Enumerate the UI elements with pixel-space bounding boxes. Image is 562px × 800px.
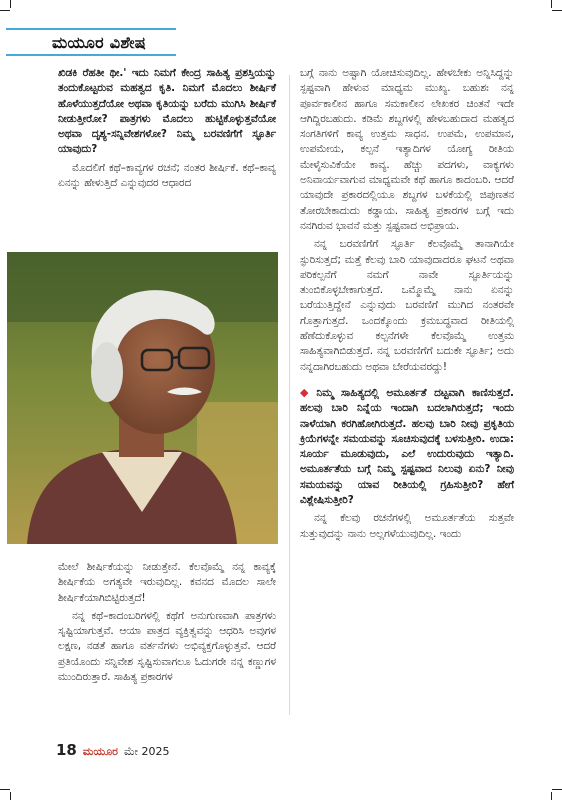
left-column-bottom: [58, 560, 276, 688]
paragraph: ಮೇಲೆ ಶೀರ್ಷಿಕೆಯನ್ನು ನೀಡುತ್ತೇನೆ. ಕೆಲವೊಮ್ಮೆ ನನ್ನ ಕಾವ್ಯಕ್ಕೆ ಶೀರ್ಷಿಕೆಯ ಅಗತ್ಯವೇ ಇರುವುದಿಲ್ಲ. ಕವನದ ಮೊದಲ ಸಾಲೇ ಶೀರ್ಷಿಕೆಯಾಗಿಬಿಟ್ಟಿರುತ್ತದೆ!: [58, 561, 276, 604]
paragraph: ನನ್ನ ಕಥೆ–ಕಾದಂಬರಿಗಳಲ್ಲಿ ಕಥೆಗೆ ಅನುಗುಣವಾಗಿ ಪಾತ್ರಗಳು ಸೃಷ್ಟಿಯಾಗುತ್ತವೆ. ಆಯಾ ಪಾತ್ರದ ವ್ಯಕ್ತಿತ್ವವನ್ನು ಆಧರಿಸಿ ಅವುಗಳ ಲಕ್ಷಣ, ನಡತೆ ಹಾಗೂ ವರ್ತನೆಗಳು ಅಭಿವ್ಯಕ್ತಗೊಳ್ಳುತ್ತವೆ. ಆದರೆ ಪ್ರತಿಯೊಂದು ಸನ್ನಿವೇಶ ಸೃಷ್ಟಿಸುವಾಗಲೂ ಓದುಗರೇ ನನ್ನ ಕಣ್ಣುಗಳ ಮುಂದಿರುತ್ತಾರೆ. ಸಾಹಿತ್ಯ ಪ್ರಕಾರಗಳ: [58, 609, 276, 684]
paragraph: ನನ್ನ ಕೆಲವು ರಚನೆಗಳಲ್ಲಿ ಅಮೂರ್ತತೆಯ ಸುತ್ತವೇ ಸುತ್ತುವುದನ್ನು ನಾನು ಅಲ್ಲಗಳೆಯುವುದಿಲ್ಲ. ಇಂದು: [300, 512, 514, 540]
crop-mark: [10, 792, 11, 800]
crop-mark: [10, 0, 11, 8]
crop-mark: [551, 0, 552, 8]
author-photo: [7, 252, 278, 544]
column-divider: [289, 75, 290, 715]
diamond-bullet-icon: ◆: [300, 385, 313, 399]
question-paragraph: [300, 385, 514, 508]
page-footer: [56, 741, 170, 759]
portrait-illustration: [7, 252, 278, 544]
crop-mark: [0, 789, 10, 790]
crop-mark: [0, 10, 10, 11]
issue-date: ಮೇ 2025: [123, 745, 170, 758]
magazine-logo: ಮಯೂರ: [82, 745, 118, 758]
paragraph: ಮೊದಲಿಗೆ ಕಥೆ–ಕಾವ್ಯಗಳ ರಚನೆ; ನಂತರ ಶೀರ್ಷಿಕೆ. ಕಥೆ–ಕಾವ್ಯ ಏನನ್ನು ಹೇಳುತ್ತಿದೆ ಎನ್ನುವುದರ ಆಧಾರದ: [58, 161, 276, 190]
paragraph: ನನ್ನ ಬರವಣಿಗೆಗೆ ಸ್ಫೂರ್ತಿ ಕೆಲವೊಮ್ಮೆ ತಾನಾಗಿಯೇ ಸ್ಫುರಿಸುತ್ತದೆ; ಮತ್ತೆ ಕೆಲವು ಬಾರಿ ಯಾವುದಾದರೂ ಘಟನೆ ಅಥವಾ ಪರಿಕಲ್ಪನೆಗೆ ನಮಗೆ ನಾವೇ ಸ್ಫೂರ್ತಿಯನ್ನು ತುಂಬಿಕೊಳ್ಳಬೇಕಾಗುತ್ತದೆ. ಒಮ್ಮೊಮ್ಮೆ ನಾನು ಏನನ್ನು ಬರೆಯುತ್ತಿದ್ದೇನೆ ಎನ್ನುವುದು ಬರವಣಿಗೆ ಮುಗಿದ ನಂತರವೇ ಗೊತ್ತಾಗುತ್ತದೆ. ಒಂದಕ್ಕೊಂದು ಕ್ರಮಬದ್ಧವಾದ ರೀತಿಯಲ್ಲಿ ಹೆಣೆದುಕೊಳ್ಳುವ ಕಲ್ಪನೆಗಳೇ ಕೆಲವೊಮ್ಮೆ ಉತ್ತಮ ಸಾಹಿತ್ಯವಾಗಿಬಿಡುತ್ತದೆ. ನನ್ನ ಬರವಣಿಗೆಗೆ ಬದುಕೇ ಸ್ಫೂರ್ತಿ; ಅದು ನನ್ನದಾಗಿರಬಹುದು ಅಥವಾ ಬೇರೆಯವರದ್ದು!: [300, 238, 514, 373]
crop-mark: [552, 10, 562, 11]
crop-mark: [551, 792, 552, 800]
paragraph: ಖಿಡಕಿ ರೆಹತೀ ಥೀ.' ಇದು ನಿಮಗೆ ಕೇಂದ್ರ ಸಾಹಿತ್ಯ ಪ್ರಶಸ್ತಿಯನ್ನು ತಂದುಕೊಟ್ಟರುವ ಮಹತ್ವದ ಕೃತಿ. ನಿಮಗೆ ಮೊದಲು ಶೀರ್ಷಿಕೆ ಹೊಳೆಯುತ್ತದೆಯೋ ಅಥವಾ ಕೃತಿಯನ್ನು ಬರೆದು ಮುಗಿಸಿ ಶೀರ್ಷಿಕೆ ನೀಡುತ್ತೀರೋ? ಪಾತ್ರಗಳು ಮೊದಲು ಹುಟ್ಟಿಕೊಳ್ಳುತ್ತವೆಯೋ ಅಥವಾ ದೃಶ್ಯ-ಸನ್ನಿವೇಶಗಳೋ? ನಿಮ್ಮ ಬರವಣಿಗೆಗೆ ಸ್ಫೂರ್ತಿ ಯಾವುದು?: [58, 67, 276, 156]
header-rule-top: [6, 28, 176, 30]
section-title: ಮಯೂರ ವಿಶೇಷ: [52, 33, 146, 52]
left-column-top: [58, 66, 276, 194]
paragraph: ಬಗ್ಗೆ ನಾನು ಅಷ್ಟಾಗಿ ಯೋಚಿಸುವುದಿಲ್ಲ. ಹೇಳಬೇಕು ಅನ್ನಿಸಿದ್ದನ್ನು ಸ್ಪಷ್ಟವಾಗಿ ಹೇಳುವ ಮಾಧ್ಯಮ ಮುಖ್ಯ. ಬಹುಶಃ ನನ್ನ ಪೂರ್ವಕಾಲೀನ ಹಾಗೂ ಸಮಕಾಲೀನ ಲೇಖಕರ ಚಿಂತನೆ ಇದೇ ಆಗಿದ್ದಿರಬಹುದು. ಕಡಿಮೆ ಶಬ್ದಗಳಲ್ಲಿ ಹೇಳಬಹುದಾದ ಮಹತ್ವದ ಸಂಗತಿಗಳಿಗೆ ಕಾವ್ಯ ಉತ್ತಮ ಸಾಧನ. ಉಪಮೆ, ಉಪಮಾನ, ಉಪಮೇಯ, ಕಲ್ಪನೆ ಇತ್ಯಾದಿಗಳ ಯೋಗ್ಯ ರೀತಿಯ ಮೇಳೈಸುವಿಕೆಯೇ ಕಾವ್ಯ. ಹೆಚ್ಚು ಪದಗಳು, ವಾಕ್ಯಗಳು ಅನಿವಾರ್ಯವಾಗುವ ಮಾಧ್ಯಮವೇ ಕಥೆ ಹಾಗೂ ಕಾದಂಬರಿ. ಆದರೆ ಯಾವುದೇ ಪ್ರಕಾರದಲ್ಲಿಯೂ ಶಬ್ದಗಳ ಬಳಕೆಯಲ್ಲಿ ಜಿಪುಣತನ ತೋರಬೇಕಾದುದು ಕಡ್ಡಾಯ. ಸಾಹಿತ್ಯ ಪ್ರಕಾರಗಳ ಬಗ್ಗೆ ಇದು ನನಗಿರುವ ಭಾವನೆ ಮತ್ತು ಸ್ಪಷ್ಟವಾದ ಅಭಿಪ್ರಾಯ.: [300, 67, 514, 232]
question-text: ನಿಮ್ಮ ಸಾಹಿತ್ಯದಲ್ಲಿ ಅಮೂರ್ತತೆ ದಟ್ಟವಾಗಿ ಕಾಣಿಸುತ್ತದೆ. ಹಲವು ಬಾರಿ ನಿನ್ನೆಯ ಇಂದಾಗಿ ಬದಲಾಗಿರುತ್ತದೆ; ಇಂದು ನಾಳೆಯಾಗಿ ಕರಗಿಹೋಗಿರುತ್ತದೆ. ಹಲವು ಬಾರಿ ನೀವು ಪ್ರಕೃತಿಯ ಕ್ರಿಯೆಗಳನ್ನೇ ಸಮಯವನ್ನು ಸೂಚಿಸುವುದಕ್ಕೆ ಬಳಸುತ್ತೀರಿ. ಉದಾ: ಸೂರ್ಯ ಮೂಡುವುದು, ಎಲೆ ಉದುರುವುದು ಇತ್ಯಾದಿ. ಅಮೂರ್ತತೆಯ ಬಗ್ಗೆ ನಿಮ್ಮ ಸ್ಪಷ್ಟವಾದ ನಿಲುವು ಏನು? ನೀವು ಸಮಯವನ್ನು ಯಾವ ರೀತಿಯಲ್ಲಿ ಗ್ರಹಿಸುತ್ತೀರಿ? ಹೇಗೆ ವಿಶ್ಲೇಷಿಸುತ್ತೀರಿ?: [300, 386, 514, 507]
right-column: [300, 66, 514, 545]
page-number: 18: [56, 741, 77, 759]
header-rule-bottom: [6, 54, 176, 56]
crop-mark: [552, 789, 562, 790]
